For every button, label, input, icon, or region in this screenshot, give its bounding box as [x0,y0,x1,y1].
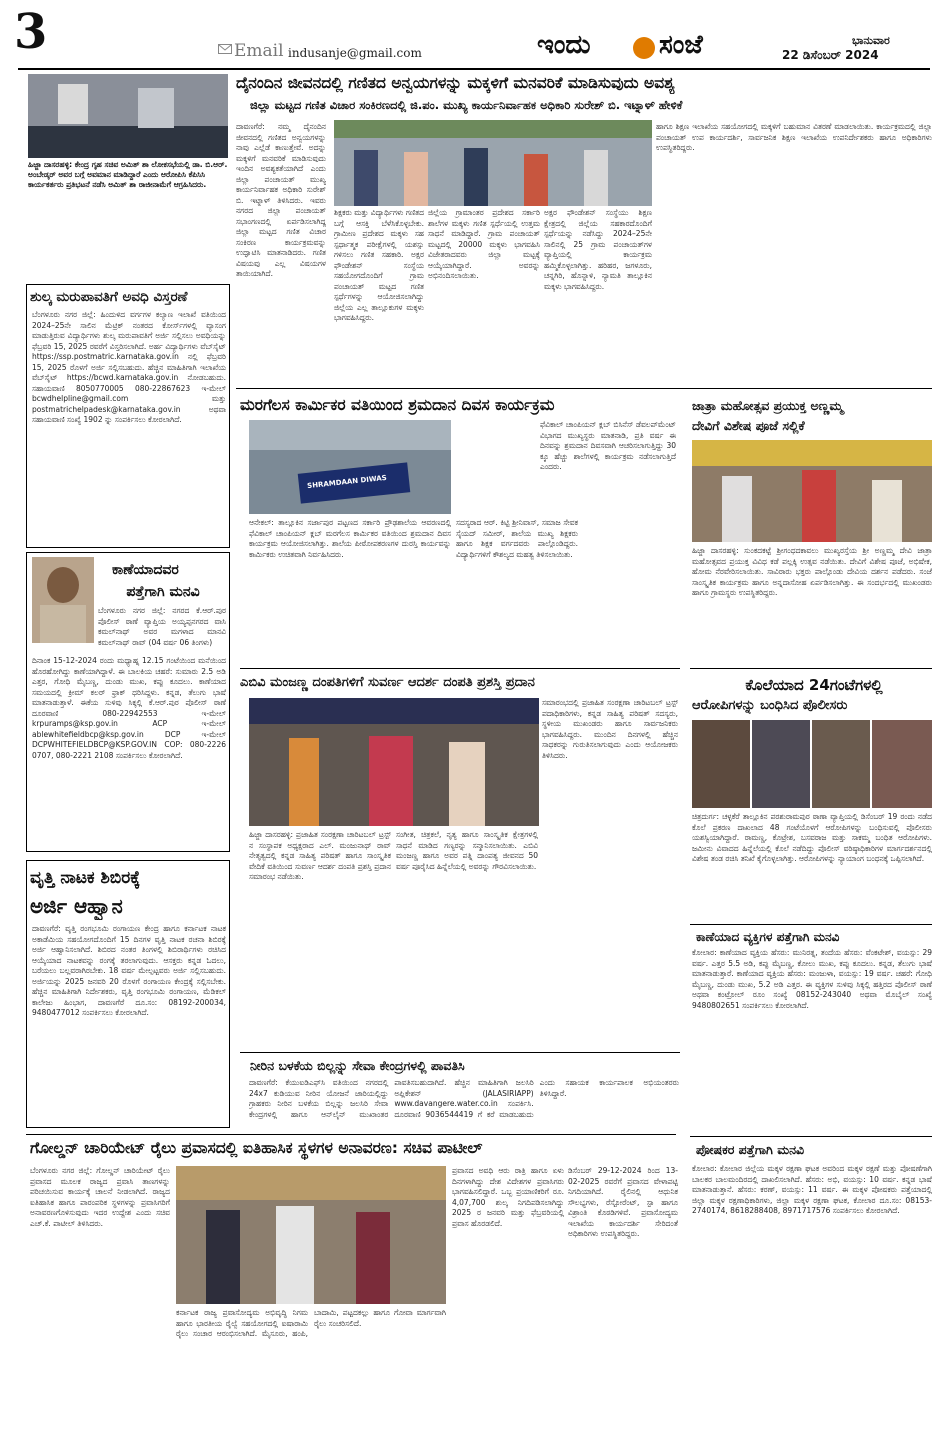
protest-photo [28,74,228,158]
railway-body-col3: ಪ್ರವಾಸದ ಅವಧಿ ಆರು ರಾತ್ರಿ ಹಾಗೂ ಏಳು ದಿನಗಳಾಗಿದ್ದು ದೇಶ ವಿದೇಶಗಳ ಪ್ರವಾಸಿಗರು ಭಾಗವಹಿಸಲಿದ್ದಾರೆ. ಒಬ್ಬ ಪ್ರಯಾಣಿಕರಿಗೆ ರೂ. 4,07,700 ಶುಲ್ಕ ನಿಗದಿಪಡಿಸಲಾಗಿದ್ದು 2025 ರ ಜನವರಿ ಮತ್ತು ಫೆಬ್ರವರಿಯಲ್ಲಿ ಪ್ರವಾಸ ಹೊರಡಲಿದೆ. [452,1166,564,1228]
missing-headline-2: ಪತ್ತೆಗಾಗಿ ಮನವಿ [126,584,200,600]
seminar-photo [334,120,652,206]
jatra-photo [692,440,932,542]
parents-body: ಕೋಲಾರ: ಕೋಲಾರ ಜಿಲ್ಲೆಯ ಮಕ್ಕಳ ರಕ್ಷಣಾ ಘಟಕ ಅವರಿಂದ ಮಕ್ಕಳ ರಕ್ಷಣೆ ಮತ್ತು ಪೋಷಣೆಗಾಗಿ ಬಾಲಕರ ಬಾಲಮಂದಿರದಲ್ಲಿ ದಾಖಲಿಸಲಾಗಿದೆ. ಹೆಸರು: ಅಭಿ, ವಯಸ್ಸು: 10 ವರ್ಷ. ಕನ್ನಡ ಭಾಷೆ ಮಾತನಾಡುತ್ತಾನೆ. ಹೆಸರು: ಕರಣ್, ವಯಸ್ಸು: 11 ವರ್ಷ. ಈ ಮಕ್ಕಳ ಪೋಷಕರು ಪತ್ತೆಯಾದಲ್ಲಿ ಜಿಲ್ಲಾ ಮಕ್ಕಳ ರಕ್ಷಣಾಧಿಕಾರಿಗಳು, ಜಿಲ್ಲಾ ಮಕ್ಕಳ ರಕ್ಷಣಾ ಘಟಕ, ಕೋಲಾರ ದೂ.ಸಂ: 08153-2740174, 8618288408, 8971717576 ಸಂಪರ್ಕಿಸಲು ಕೋರಲಾಗಿದೆ. [692,1164,932,1215]
missing2-body: ಕೋಲಾರ: ಕಾಣೆಯಾದ ವ್ಯಕ್ತಿಯ ಹೆಸರು: ಮುನಿರತ್ನ, ತಂದೆಯ ಹೆಸರು: ವೆಂಕಟೇಶ್, ವಯಸ್ಸು: 29 ವರ್ಷ. ಎತ್ತರ 5.5 ಅಡಿ, ಕಪ್ಪು ಮೈಬಣ್ಣ, ಕೋಲು ಮುಖ, ಕಪ್ಪು ಕೂದಲು. ಕನ್ನಡ, ತೆಲುಗು ಭಾಷೆ ಮಾತನಾಡುತ್ತಾರೆ. ಕಾಣೆಯಾದ ವ್ಯಕ್ತಿಯ ಹೆಸರು: ಮಂಜುಳಾ, ವಯಸ್ಸು: 19 ವರ್ಷ. ಚಹರೆ: ಗೋಧಿ ಮೈಬಣ್ಣ, ದುಂಡು ಮುಖ, 5.2 ಅಡಿ ಎತ್ತರ. ಈ ವ್ಯಕ್ತಿಗಳ ಸುಳಿವು ಸಿಕ್ಕಲ್ಲಿ ಹತ್ತಿರದ ಪೊಲೀಸ್ ಠಾಣೆ ಅಥವಾ ಕಂಟ್ರೋಲ್ ರೂಂ ಸಂಖ್ಯೆ 08152-243040 ಅಥವಾ ಮೊಬೈಲ್ ಸಂಖ್ಯೆ 9480802651 ಸಂಪರ್ಕಿಸಲು ಕೋರಲಾಗಿದೆ. [692,948,932,1010]
lead-body-col3: ಜಿಲ್ಲೆಯ ಗ್ರಾಮಾಂತರ ಪ್ರದೇಶದ ಸರ್ಕಾರಿ ಶಾಲೆಗಳ ಮಕ್ಕಳು ಗಣಿತ ಸ್ಪರ್ಧೆಯಲ್ಲಿ ಉತ್ತಮ ಸಾಧನೆ ಮಾಡಿದ್ದಾರೆ. ಗ್ರಾಮ ಪಂಚಾಯತ್ ಮಟ್ಟದಲ್ಲಿ 20000 ಮಕ್ಕಳು ಭಾಗವಹಿಸಿ ವಿಜೇತರಾದವರು ಜಿಲ್ಲಾ ಮಟ್ಟಕ್ಕೆ ಆಯ್ಕೆಯಾಗಿದ್ದಾರೆ. ಅವರನ್ನು ಅಭಿನಂದಿಸಲಾಯಿತು. [428,208,540,280]
lead-subhead: ಜಿಲ್ಲಾ ಮಟ್ಟದ ಗಣಿತ ವಿಚಾರ ಸಂಕಿರಣದಲ್ಲಿ ಜಿ.ಪಂ. ಮುಖ್ಯ ಕಾರ್ಯನಿರ್ವಾಹಕ ಅಧಿಕಾರಿ ಸುರೇಶ್ ಬಿ. ಇಟ್ನಾಳ್ ಹೇಳಿಕೆ [250,98,683,112]
deadline-body: ಬೆಂಗಳೂರು ನಗರ ಜಿಲ್ಲೆ: ಹಿಂದುಳಿದ ವರ್ಗಗಳ ಕಲ್ಯಾಣ ಇಲಾಖೆ ವತಿಯಿಂದ 2024–25ನೇ ಸಾಲಿನ ಮೆಟ್ರಿಕ್ ನಂತರದ ಕೋರ್ಸ್‌ಗಳಲ್ಲಿ ವ್ಯಾಸಂಗ ಮಾಡುತ್ತಿರುವ ವಿದ್ಯಾರ್ಥಿಗಳು ಶುಲ್ಕ ಮರುಪಾವತಿಗೆ ಅರ್ಜಿ ಸಲ್ಲಿಸಲು ಅವಧಿಯನ್ನು ಫೆಬ್ರವರಿ 15, 2025 ರವರೆಗೆ ವಿಸ್ತರಿಸಲಾಗಿದೆ. ಅರ್ಹ ವಿದ್ಯಾರ್ಥಿಗಳು ವೆಬ್‌ಸೈಟ್ https://ssp.postmatric.karnataka.gov.in ನಲ್ಲಿ ಫೆಬ್ರವರಿ 15, 2025 ರೊಳಗೆ ಅರ್ಜಿ ಸಲ್ಲಿಸಬಹುದು. ಹೆಚ್ಚಿನ ಮಾಹಿತಿಗಾಗಿ ಇಲಾಖೆಯ ವೆಬ್‌ಸೈಟ್ https://bcwd.karnataka.gov.in ನೋಡಬಹುದು. ಸಹಾಯವಾಣಿ 8050770005 080-22867623 ಇ-ಮೇಲ್ bcwdhelpline@gmail.com ಮತ್ತು postmatrichelpadesk@karnataka.gov.in ಅಥವಾ ಸಹಾಯವಾಣಿ ಸಂಖ್ಯೆ 1902 ನ್ನು ಸಂಪರ್ಕಿಸಲು ಕೋರಲಾಗಿದೆ. [32,310,226,424]
paper-logo [537,32,773,66]
logo-left: ಇಂದು [537,30,591,60]
accused-photo [872,720,932,808]
issue-weekday: ಭಾನುವಾರ [852,34,890,47]
protest-caption: ಹಿಜ್ಜಾ ದಾಸರಹಳ್ಳಿ: ಕೇಂದ್ರ ಗೃಹ ಸಚಿವ ಅಮಿತ್ ಶಾ ಲೋಕಸಭೆಯಲ್ಲಿ ಡಾ. ಬಿ.ಆರ್. ಅಂಬೇಡ್ಕರ್ ಅವರ ಬಗ್ಗೆ ಅವಮಾನ ಮಾಡಿದ್ದಾರೆ ಎಂದು ಆರೋಪಿಸಿ ಕೆಪಿಸಿಸಿ ಕಾರ್ಯಕರ್ತರು ಪ್ರತಿಭಟನೆ ನಡೆಸಿ ಅಮಿತ್ ಶಾ ರಾಜೀನಾಮೆಗೆ ಆಗ್ರಹಿಸಿದರು. [28,160,228,189]
accused-photo [812,720,870,808]
missing-girl-photo [32,557,94,643]
water-body: ದಾವಣಗೆರೆ: ಕೆಯುಐಡಿಎಫ್‌ಸಿ ವತಿಯಿಂದ ನಗರದಲ್ಲಿ 24x7 ಕುಡಿಯುವ ನೀರಿನ ಯೋಜನೆ ಜಾರಿಯಲ್ಲಿದ್ದು ಗ್ರಾಹಕರು ನೀರಿನ ಬಳಕೆಯ ಬಿಲ್ಲನ್ನು ಜಲಸಿರಿ ಸೇವಾ ಕೇಂದ್ರಗಳಲ್ಲಿ ಹಾಗೂ ಆನ್‌ಲೈನ್ ಮುಖಾಂತರ ಪಾವತಿಸಬಹುದಾಗಿದೆ. ಹೆಚ್ಚಿನ ಮಾಹಿತಿಗಾಗಿ ಜಲಸಿರಿ ಅಪ್ಲಿಕೇಶನ್ (JALASIRIAPP) www.davangere.water.co.in ಸಂಪರ್ಕಿಸಿ. ದೂರವಾಣಿ 9036544419 ಗೆ ಕರೆ ಮಾಡಬಹುದು ಎಂದು ಸಹಾಯಕ ಕಾರ್ಯಪಾಲಕ ಅಭಿಯಂತರರು ತಿಳಿಸಿದ್ದಾರೆ. [249,1078,679,1119]
award-body-col3: ಸಮಾರಂಭದಲ್ಲಿ ಪ್ರಜಾಹಿತ ಸಂರಕ್ಷಣಾ ಚಾರಿಟಬಲ್ ಟ್ರಸ್ಟ್ ಪದಾಧಿಕಾರಿಗಳು, ಕನ್ನಡ ಸಾಹಿತ್ಯ ಪರಿಷತ್ ಸದಸ್ಯರು, ಸ್ಥಳೀಯ ಮುಖಂಡರು ಹಾಗೂ ಸಾರ್ವಜನಿಕರು ಭಾಗವಹಿಸಿದ್ದರು. ಮುಂದಿನ ದಿನಗಳಲ್ಲಿ ಹೆಚ್ಚಿನ ಸಾಧಕರನ್ನು ಗುರುತಿಸಲಾಗುವುದು ಎಂದು ಆಯೋಜಕರು ತಿಳಿಸಿದರು. [542,698,678,760]
railway-body-col2: ಕರ್ನಾಟಕ ರಾಜ್ಯ ಪ್ರವಾಸೋದ್ಯಮ ಅಭಿವೃದ್ಧಿ ನಿಗಮ ಹಾಗೂ ಭಾರತೀಯ ರೈಲ್ವೆ ಸಹಯೋಗದಲ್ಲಿ ಐಷಾರಾಮಿ ರೈಲು ಸಂಚಾರ ಆರಂಭಿಸಲಾಗಿದೆ. ಮೈಸೂರು, ಹಂಪಿ, ಬಾದಾಮಿ, ಪಟ್ಟದಕಲ್ಲು ಹಾಗೂ ಗೋವಾ ಮಾರ್ಗವಾಗಿ ರೈಲು ಸಂಚರಿಸಲಿದೆ. [176,1308,446,1338]
shramadan-headline: ಮರಗೆಲಸ ಕಾರ್ಮಿಕರ ವತಿಯಿಂದ ಶ್ರಮದಾನ ದಿವಸ ಕಾರ್ಯಕ್ರಮ [240,396,555,414]
jatra-bottom-rule [690,668,932,669]
lead-bottom-rule [236,388,932,389]
shramadan-bottom-rule [240,668,680,669]
theatre-headline-2: ಅರ್ಜಿ ಆಹ್ವಾನ [30,894,123,918]
envelope-icon [218,44,232,54]
jatra-headline-1: ಜಾತ್ರಾ ಮಹೋತ್ಸವ ಪ್ರಯುಕ್ತ ಅಣ್ಣಮ್ಮ [692,398,843,413]
railway-top-rule [26,1134,676,1135]
shramadan-photo [249,420,451,514]
missing-body: ದಿನಾಂಕ 15-12-2024 ರಂದು ಮಧ್ಯಾಹ್ನ 12.15 ಗಂಟೆಯಿಂದ ಮನೆಯಿಂದ ಹೊರಹೋಗಿದ್ದು ಕಾಣೆಯಾಗಿದ್ದಾಳೆ. ಈ ಬಾಲಕಿಯ ಚಹರೆ: ಸುಮಾರು 2.5 ಅಡಿ ಎತ್ತರ, ಗೋಧಿ ಮೈಬಣ್ಣ, ದುಂಡು ಮುಖ, ಕಪ್ಪು ಕೂದಲು. ಕಾಣೆಯಾದ ಸಮಯದಲ್ಲಿ ಕ್ರೀಮ್ ಕಲರ್ ಫ್ರಾಕ್ ಧರಿಸಿದ್ದಳು. ಕನ್ನಡ, ತೆಲುಗು ಭಾಷೆ ಮಾತನಾಡುತ್ತಾಳೆ. ಈಕೆಯ ಸುಳಿವು ಸಿಕ್ಕಲ್ಲಿ ಕೆ.ಆರ್.ಪುರ ಪೊಲೀಸ್ ಠಾಣೆ ದೂರವಾಣಿ 080-22942553 ಇ-ಮೇಲ್ krpuramps@ksp.gov.in ACP ಇ-ಮೇಲ್ ablewhitefieldbcp@ksp.gov.in DCP ಇ-ಮೇಲ್ DCPWHITEFIELDBCP@KSP.GOV.IN COP: 080-2226 0707, 080-2221 2108 ಸಂಪರ್ಕಿಸಲು ಕೋರಲಾಗಿದೆ. [32,656,226,760]
railway-body-col1: ಬೆಂಗಳೂರು ನಗರ ಜಿಲ್ಲೆ: ಗೋಲ್ಡನ್ ಚಾರಿಯೇಟ್ ರೈಲು ಪ್ರವಾಸದ ಮೂಲಕ ರಾಜ್ಯದ ಪ್ರವಾಸಿ ತಾಣಗಳನ್ನು ಪರಿಚಯಿಸುವ ಕಾರ್ಯಕ್ಕೆ ಚಾಲನೆ ನೀಡಲಾಗಿದೆ. ರಾಜ್ಯದ ಐತಿಹಾಸಿಕ ಹಾಗೂ ಪಾರಂಪರಿಕ ಸ್ಥಳಗಳನ್ನು ಪ್ರವಾಸಿಗರಿಗೆ ಅನಾವರಣಗೊಳಿಸುವುದು ಇದರ ಉದ್ದೇಶ ಎಂದು ಸಚಿವ ಎಚ್.ಕೆ. ಪಾಟೀಲ್ ತಿಳಿಸಿದರು. [30,1166,170,1228]
award-body-col2: ಸಂಗೀತ, ಚಿತ್ರಕಲೆ, ನೃತ್ಯ ಹಾಗೂ ಸಾಂಸ್ಕೃತಿಕ ಕ್ಷೇತ್ರಗಳಲ್ಲಿ ಸಾಧನೆ ಮಾಡಿದ ಗಣ್ಯರನ್ನು ಸನ್ಮಾನಿಸಲಾಯಿತು. ಎಬಿವಿ ಮಂಜಣ್ಣ ಹಾಗೂ ಅವರ ಪತ್ನಿ ದಾಂಪತ್ಯ ಜೀವನದ 50 ವರ್ಷ ಪೂರೈಸಿದ ಹಿನ್ನೆಲೆಯಲ್ಲಿ ಅವರನ್ನು ಗೌರವಿಸಲಾಯಿತು. [396,830,538,871]
shramadan-body-col3: ಫೆವಿಕಾಲ್ ಚಾಂಪಿಯನ್ ಕ್ಲಬ್ ಬಿಸಿನೆಸ್ ಡೆವಲಪ್‌ಮೆಂಟ್ ವಿಭಾಗದ ಮುಖ್ಯಸ್ಥರು ಮಾತನಾಡಿ, ಪ್ರತಿ ವರ್ಷ ಈ ದಿನವನ್ನು ಶ್ರಮದಾನ ದಿವಸವಾಗಿ ಆಚರಿಸಲಾಗುತ್ತಿದ್ದು 30 ಕ್ಕೂ ಹೆಚ್ಚು ಶಾಲೆಗಳಲ್ಲಿ ಕಾರ್ಯಕ್ರಮ ನಡೆಸಲಾಗುತ್ತಿದೆ ಎಂದರು. [540,420,676,471]
email-address[interactable]: indusanje@gmail.com [288,46,422,60]
accused-photo [752,720,810,808]
arrest-bottom-rule [690,924,932,925]
railway-photo [176,1166,446,1304]
award-headline: ಎಬಿವಿ ಮಂಜಣ್ಣ ದಂಪತಿಗಳಿಗೆ ಸುವರ್ಣ ಆದರ್ಶ ದಂಪತಿ ಪ್ರಶಸ್ತಿ ಪ್ರದಾನ [240,675,535,690]
award-body-col1: ಹಿಜ್ಜಾ ದಾಸರಹಳ್ಳಿ: ಪ್ರಜಾಹಿತ ಸಂರಕ್ಷಣಾ ಚಾರಿಟಬಲ್ ಟ್ರಸ್ಟ್ ನ ಸಂಸ್ಥಾಪಕ ಅಧ್ಯಕ್ಷರಾದ ಎಲ್. ಮಂಜುನಾಥ್ ರಾವ್ ನೇತೃತ್ವದಲ್ಲಿ ಕನ್ನಡ ಸಾಹಿತ್ಯ ಪರಿಷತ್ ಹಾಗೂ ಸಾಂಸ್ಕೃತಿಕ ವೇದಿಕೆ ವತಿಯಿಂದ ಸುವರ್ಣ ಆದರ್ಶ ದಂಪತಿ ಪ್ರಶಸ್ತಿ ಪ್ರದಾನ ಸಮಾರಂಭ ನಡೆಯಿತು. [249,830,391,881]
issue-date: 22 ಡಿಸೆಂಬರ್ 2024 [782,48,879,62]
theatre-body: ದಾವಣಗೆರೆ: ವೃತ್ತಿ ರಂಗಭೂಮಿ ರಂಗಾಯಣ ಕೇಂದ್ರ ಹಾಗೂ ಕರ್ನಾಟಕ ನಾಟಕ ಅಕಾಡೆಮಿಯ ಸಹಯೋಗದೊಂದಿಗೆ 15 ದಿನಗಳ ವೃತ್ತಿ ನಾಟಕ ರಚನಾ ಶಿಬಿರಕ್ಕೆ ಅರ್ಜಿ ಆಹ್ವಾನಿಸಲಾಗಿದೆ. ಶಿಬಿರದ ನಂತರ ತಿಂಗಳಲ್ಲಿ ಶಿಬಿರಾರ್ಥಿಗಳು ರಚಿಸಿದ ಆಯ್ಕೆಯಾದ ನಾಟಕವನ್ನು ರಂಗಕ್ಕೆ ತರಲಾಗುವುದು. ಆಸಕ್ತರು ಕನ್ನಡ ಓದಲು, ಬರೆಯಲು ಬಲ್ಲವರಾಗಿರಬೇಕು. 18 ವರ್ಷ ಮೇಲ್ಪಟ್ಟವರು ಅರ್ಜಿ ಸಲ್ಲಿಸಬಹುದು. ಅರ್ಜಿಯನ್ನು 2025 ಜನವರಿ 20 ರೊಳಗೆ ರಂಗಾಯಣ ಕೇಂದ್ರಕ್ಕೆ ಸಲ್ಲಿಸಬೇಕು. ಹೆಚ್ಚಿನ ಮಾಹಿತಿಗಾಗಿ ನಿರ್ದೇಶಕರು, ವೃತ್ತಿ ರಂಗಭೂಮಿ ರಂಗಾಯಣ, ಮೆಡಿಕಲ್ ಕಾಲೇಜು ಹಿಂಭಾಗ, ದಾವಣಗೆರೆ ದೂ.ಸಂ: 08192-200034, 9480477012 ಸಂಪರ್ಕಿಸಲು ಕೋರಲಾಗಿದೆ. [32,924,226,1017]
missing-headline-1: ಕಾಣೆಯಾದವರ [112,562,179,578]
logo-right: ಸಂಜೆ [659,30,703,60]
lead-body-col2: ಶಿಕ್ಷಕರು ಮತ್ತು ವಿದ್ಯಾರ್ಥಿಗಳು ಗಣಿತದ ಬಗ್ಗೆ ಆಸಕ್ತಿ ಬೆಳೆಸಿಕೊಳ್ಳಬೇಕು. ಗ್ರಾಮೀಣ ಪ್ರದೇಶದ ಮಕ್ಕಳು ಸಹ ಸ್ಪರ್ಧಾತ್ಮಕ ಪರೀಕ್ಷೆಗಳಲ್ಲಿ ಯಶಸ್ಸು ಗಳಿಸಲು ಗಣಿತ ಸಹಕಾರಿ. ಅಕ್ಷರ ಫೌಂಡೇಶನ್ ಸಂಸ್ಥೆಯ ಸಹಯೋಗದೊಂದಿಗೆ ಗ್ರಾಮ ಪಂಚಾಯತ್ ಮಟ್ಟದ ಗಣಿತ ಸ್ಪರ್ಧೆಗಳನ್ನು ಆಯೋಜಿಸಲಾಗಿದ್ದು ಜಿಲ್ಲೆಯ ಎಲ್ಲ ತಾಲ್ಲೂಕುಗಳ ಮಕ್ಕಳು ಭಾಗವಹಿಸಿದ್ದರು. [334,208,424,322]
railway-headline: ಗೋಲ್ಡನ್ ಚಾರಿಯೇಟ್ ರೈಲು ಪ್ರವಾಸದಲ್ಲಿ ಐತಿಹಾಸಿಕ ಸ್ಥಳಗಳ ಅನಾವರಣ: ಸಚಿವ ಪಾಟೀಲ್ [30,1139,483,1157]
masthead [0,0,945,68]
parents-top-rule [690,1136,932,1137]
water-headline: ನೀರಿನ ಬಳಕೆಯ ಬಿಲ್ಲನ್ನು ಸೇವಾ ಕೇಂದ್ರಗಳಲ್ಲಿ ಪಾವತಿಸಿ [250,1058,465,1073]
email-label: Email [234,41,284,61]
railway-body-col4: ಡಿಸೆಂಬರ್ 29-12-2024 ರಿಂದ 13-02-2025 ರವರೆಗೆ ಪ್ರವಾಸದ ವೇಳಾಪಟ್ಟಿ ನಿಗದಿಯಾಗಿದೆ. ರೈಲಿನಲ್ಲಿ ಆಧುನಿಕ ಸೌಲಭ್ಯಗಳು, ರೆಸ್ಟೋರೆಂಟ್, ಸ್ಪಾ ಹಾಗೂ ವಿಶ್ರಾಂತಿ ಕೊಠಡಿಗಳಿವೆ. ಪ್ರವಾಸೋದ್ಯಮ ಇಲಾಖೆಯ ಕಾರ್ಯದರ್ಶಿ ಸೇರಿದಂತೆ ಅಧಿಕಾರಿಗಳು ಉಪಸ್ಥಿತರಿದ್ದರು. [568,1166,678,1238]
accused-photo [692,720,750,808]
shramadan-body-col2: ಸದಸ್ಯರಾದ ಆರ್. ಕಿಟ್ಟಿ ಶ್ರೀನಿವಾಸ್, ಸಮಾಜ ಸೇವಕ ಸೈಯದ್ ಸಮೀರ್, ಶಾಲೆಯ ಮುಖ್ಯ ಶಿಕ್ಷಕರು ಹಾಗೂ ಶಿಕ್ಷಕ ವರ್ಗದವರು ಪಾಲ್ಗೊಂಡಿದ್ದರು. ವಿದ್ಯಾರ್ಥಿಗಳಿಗೆ ಕೌಶಲ್ಯದ ಮಹತ್ವ ತಿಳಿಸಲಾಯಿತು. [456,518,578,559]
deadline-headline: ಶುಲ್ಕ ಮರುಪಾವತಿಗೆ ಅವಧಿ ವಿಸ್ತರಣೆ [30,289,188,305]
parents-headline: ಪೋಷಕರ ಪತ್ತೆಗಾಗಿ ಮನವಿ [696,1142,805,1157]
jatra-headline-2: ದೇವಿಗೆ ವಿಶೇಷ ಪೂಜೆ ಸಲ್ಲಿಕೆ [692,418,805,433]
arrest-headline-1: ಕೊಲೆಯಾದ 24ಗಂಟೆಗಳಲ್ಲಿ [745,676,883,694]
lead-headline: ದೈನಂದಿನ ಜೀವನದಲ್ಲಿ ಗಣಿತದ ಅನ್ವಯಗಳನ್ನು ಮಕ್ಕಳಿಗೆ ಮನವರಿಕೆ ಮಾಡಿಸುವುದು ಅವಶ್ಯ [236,74,675,92]
arrest-body: ಚಿತ್ರದುರ್ಗ: ಚಳ್ಳಕೆರೆ ತಾಲ್ಲೂಕಿನ ಪರಶುರಾಮಪುರ ಠಾಣಾ ವ್ಯಾಪ್ತಿಯಲ್ಲಿ ಡಿಸೆಂಬರ್ 19 ರಂದು ನಡೆದ ಕೊಲೆ ಪ್ರಕರಣ ದಾಖಲಾದ 48 ಗಂಟೆಯೊಳಗೆ ಆರೋಪಿಗಳನ್ನು ಬಂಧಿಸುವಲ್ಲಿ ಪೊಲೀಸರು ಯಶಸ್ವಿಯಾಗಿದ್ದಾರೆ. ರಾಮಣ್ಣ, ಕೊಟ್ರೇಶ, ಬಸವರಾಜ ಮತ್ತು ಸಾಕಮ್ಮ ಬಂಧಿತ ಆರೋಪಿಗಳು. ಜಮೀನು ವಿವಾದದ ಹಿನ್ನೆಲೆಯಲ್ಲಿ ಕೊಲೆ ನಡೆದಿದ್ದು ಪೊಲೀಸ್ ವರಿಷ್ಠಾಧಿಕಾರಿಗಳ ಮಾರ್ಗದರ್ಶನದಲ್ಲಿ ವಿಶೇಷ ತಂಡ ರಚಿಸಿ ತನಿಖೆ ಕೈಗೊಳ್ಳಲಾಗಿತ್ತು. ಆರೋಪಿಗಳನ್ನು ನ್ಯಾಯಾಂಗ ಬಂಧನಕ್ಕೆ ಒಪ್ಪಿಸಲಾಗಿದೆ. [692,812,932,863]
sun-logo-icon [633,37,655,59]
missing-lede: ಬೆಂಗಳೂರು ನಗರ ಜಿಲ್ಲೆ: ನಗರದ ಕೆ.ಆರ್.ಪುರ ಪೊಲೀಸ್ ಠಾಣೆ ವ್ಯಾಪ್ತಿಯ ಅಯ್ಯಪ್ಪನಗರದ ವಾಸಿ ಕಮಲ್‌ನಾಥ್ ಅವರ ಮಗಳಾದ ಮಾನವಿ ಕಮಲ್‌ನಾಥ್ ರಾವ್ (04 ವರ್ಷ 06 ತಿಂಗಳು) [98,606,226,647]
shramadan-body-col1: ಆನೇಕಲ್: ತಾಲ್ಲೂಕಿನ ಸರ್ಜಾಪುರ ಪಟ್ಟಣದ ಸರ್ಕಾರಿ ಪ್ರೌಢಶಾಲೆಯ ಆವರಣದಲ್ಲಿ ಫೆವಿಕಾಲ್ ಚಾಂಪಿಯನ್ ಕ್ಲಬ್ ಮರಗೆಲಸ ಕಾರ್ಮಿಕರ ವತಿಯಿಂದ ಶ್ರಮದಾನ ದಿವಸ ಕಾರ್ಯಕ್ರಮ ಆಯೋಜಿಸಲಾಗಿತ್ತು. ಶಾಲೆಯ ಪೀಠೋಪಕರಣಗಳ ದುರಸ್ತಿ ಕಾರ್ಯವನ್ನು ಕಾರ್ಮಿಕರು ಉಚಿತವಾಗಿ ನಿರ್ವಹಿಸಿದರು. [249,518,451,559]
missing2-headline: ಕಾಣೆಯಾದ ವ್ಯಕ್ತಿಗಳ ಪತ್ತೆಗಾಗಿ ಮನವಿ [696,930,840,944]
jatra-body: ಹಿಜ್ಜಾ ದಾಸರಹಳ್ಳಿ: ಸುಂಕದಕಟ್ಟೆ ಶ್ರೀಗಂಧದಕಾವಲು ಮುಖ್ಯರಸ್ತೆಯ ಶ್ರೀ ಅಣ್ಣಮ್ಮ ದೇವಿ ಜಾತ್ರಾ ಮಹೋತ್ಸವದ ಪ್ರಯುಕ್ತ ವಿವಿಧ ಕಡೆ ಪಲ್ಲಕ್ಕಿ ಉತ್ಸವ ನಡೆಯಿತು. ದೇವಿಗೆ ವಿಶೇಷ ಪೂಜೆ, ಅಭಿಷೇಕ, ಹೋಮ ನೆರವೇರಿಸಲಾಯಿತು. ಸಾವಿರಾರು ಭಕ್ತರು ಪಾಲ್ಗೊಂಡು ದೇವಿಯ ದರ್ಶನ ಪಡೆದರು. ಸಂಜೆ ಸಾಂಸ್ಕೃತಿಕ ಕಾರ್ಯಕ್ರಮ ಹಾಗೂ ಅನ್ನದಾಸೋಹ ಏರ್ಪಡಿಸಲಾಗಿತ್ತು. ಈ ಸಂದರ್ಭದಲ್ಲಿ ಮುಖಂಡರು ಹಾಗೂ ಗ್ರಾಮಸ್ಥರು ಉಪಸ್ಥಿತರಿದ್ದರು. [692,546,932,597]
accused-photos [692,720,932,808]
masthead-rule [18,68,930,70]
lead-body-col1: ದಾವಣಗೆರೆ: ನಮ್ಮ ದೈನಂದಿನ ಜೀವನದಲ್ಲಿ ಗಣಿತದ ಅನ್ವಯಗಳನ್ನು ನಾವು ಎಲ್ಲೆಡೆ ಕಾಣುತ್ತೇವೆ. ಅದನ್ನು ಮಕ್ಕಳಿಗೆ ಮನವರಿಕೆ ಮಾಡಿಸುವುದು ಇಂದಿನ ಅವಶ್ಯಕತೆಯಾಗಿದೆ ಎಂದು ಜಿಲ್ಲಾ ಪಂಚಾಯತ್ ಮುಖ್ಯ ಕಾರ್ಯನಿರ್ವಾಹಕ ಅಧಿಕಾರಿ ಸುರೇಶ್ ಬಿ. ಇಟ್ನಾಳ್ ತಿಳಿಸಿದರು. ಇವರು ನಗರದ ಜಿಲ್ಲಾ ಪಂಚಾಯತ್ ಸಭಾಂಗಣದಲ್ಲಿ ಏರ್ಪಡಿಸಲಾಗಿದ್ದ ಜಿಲ್ಲಾ ಮಟ್ಟದ ಗಣಿತ ವಿಚಾರ ಸಂಕಿರಣ ಕಾರ್ಯಕ್ರಮವನ್ನು ಉದ್ಘಾಟಿಸಿ ಮಾತನಾಡಿದರು. ಗಣಿತ ವಿಷಯವು ಎಲ್ಲ ವಿಷಯಗಳ ತಾಯಿಯಾಗಿದೆ. [236,122,326,278]
award-bottom-rule [240,1052,680,1053]
arrest-headline-2: ಆರೋಪಿಗಳನ್ನು ಬಂಧಿಸಿದ ಪೊಲೀಸರು [692,698,848,713]
lead-body-col5: ಹಾಗೂ ಶಿಕ್ಷಣ ಇಲಾಖೆಯ ಸಹಯೋಗದಲ್ಲಿ ಮಕ್ಕಳಿಗೆ ಬಹುಮಾನ ವಿತರಣೆ ಮಾಡಲಾಯಿತು. ಕಾರ್ಯಕ್ರಮದಲ್ಲಿ ಜಿಲ್ಲಾ ಪಂಚಾಯತ್ ಉಪ ಕಾರ್ಯದರ್ಶಿ, ಸಾರ್ವಜನಿಕ ಶಿಕ್ಷಣ ಇಲಾಖೆಯ ಉಪನಿರ್ದೇಶಕರು ಹಾಗೂ ಅಧಿಕಾರಿಗಳು ಉಪಸ್ಥಿತರಿದ್ದರು. [656,122,932,152]
award-photo [249,698,539,826]
lead-body-col4: ಅಕ್ಷರ ಫೌಂಡೇಶನ್ ಸಂಸ್ಥೆಯು ಶಿಕ್ಷಣ ಕ್ಷೇತ್ರದಲ್ಲಿ ಜಿಲ್ಲೆಯ ಸಹಕಾರದೊಂದಿಗೆ ಸ್ಪರ್ಧೆಯನ್ನು ನಡೆಸಿದ್ದು 2024–25ನೇ ಸಾಲಿನಲ್ಲಿ 25 ಗ್ರಾಮ ಪಂಚಾಯತ್‌ಗಳ ವ್ಯಾಪ್ತಿಯಲ್ಲಿ ಕಾರ್ಯಕ್ರಮ ಹಮ್ಮಿಕೊಳ್ಳಲಾಗಿತ್ತು. ಹರಿಹರ, ಜಗಳೂರು, ಚನ್ನಗಿರಿ, ಹೊನ್ನಾಳಿ, ನ್ಯಾಮತಿ ತಾಲ್ಲೂಕಿನ ಮಕ್ಕಳು ಭಾಗವಹಿಸಿದ್ದರು. [544,208,652,291]
shramadan-banner-text: SHRAMDAAN DIWAS [306,473,388,491]
theatre-headline-1: ವೃತ್ತಿ ನಾಟಕ ಶಿಬಿರಕ್ಕೆ [30,868,141,888]
page-number: 3 [14,4,48,60]
